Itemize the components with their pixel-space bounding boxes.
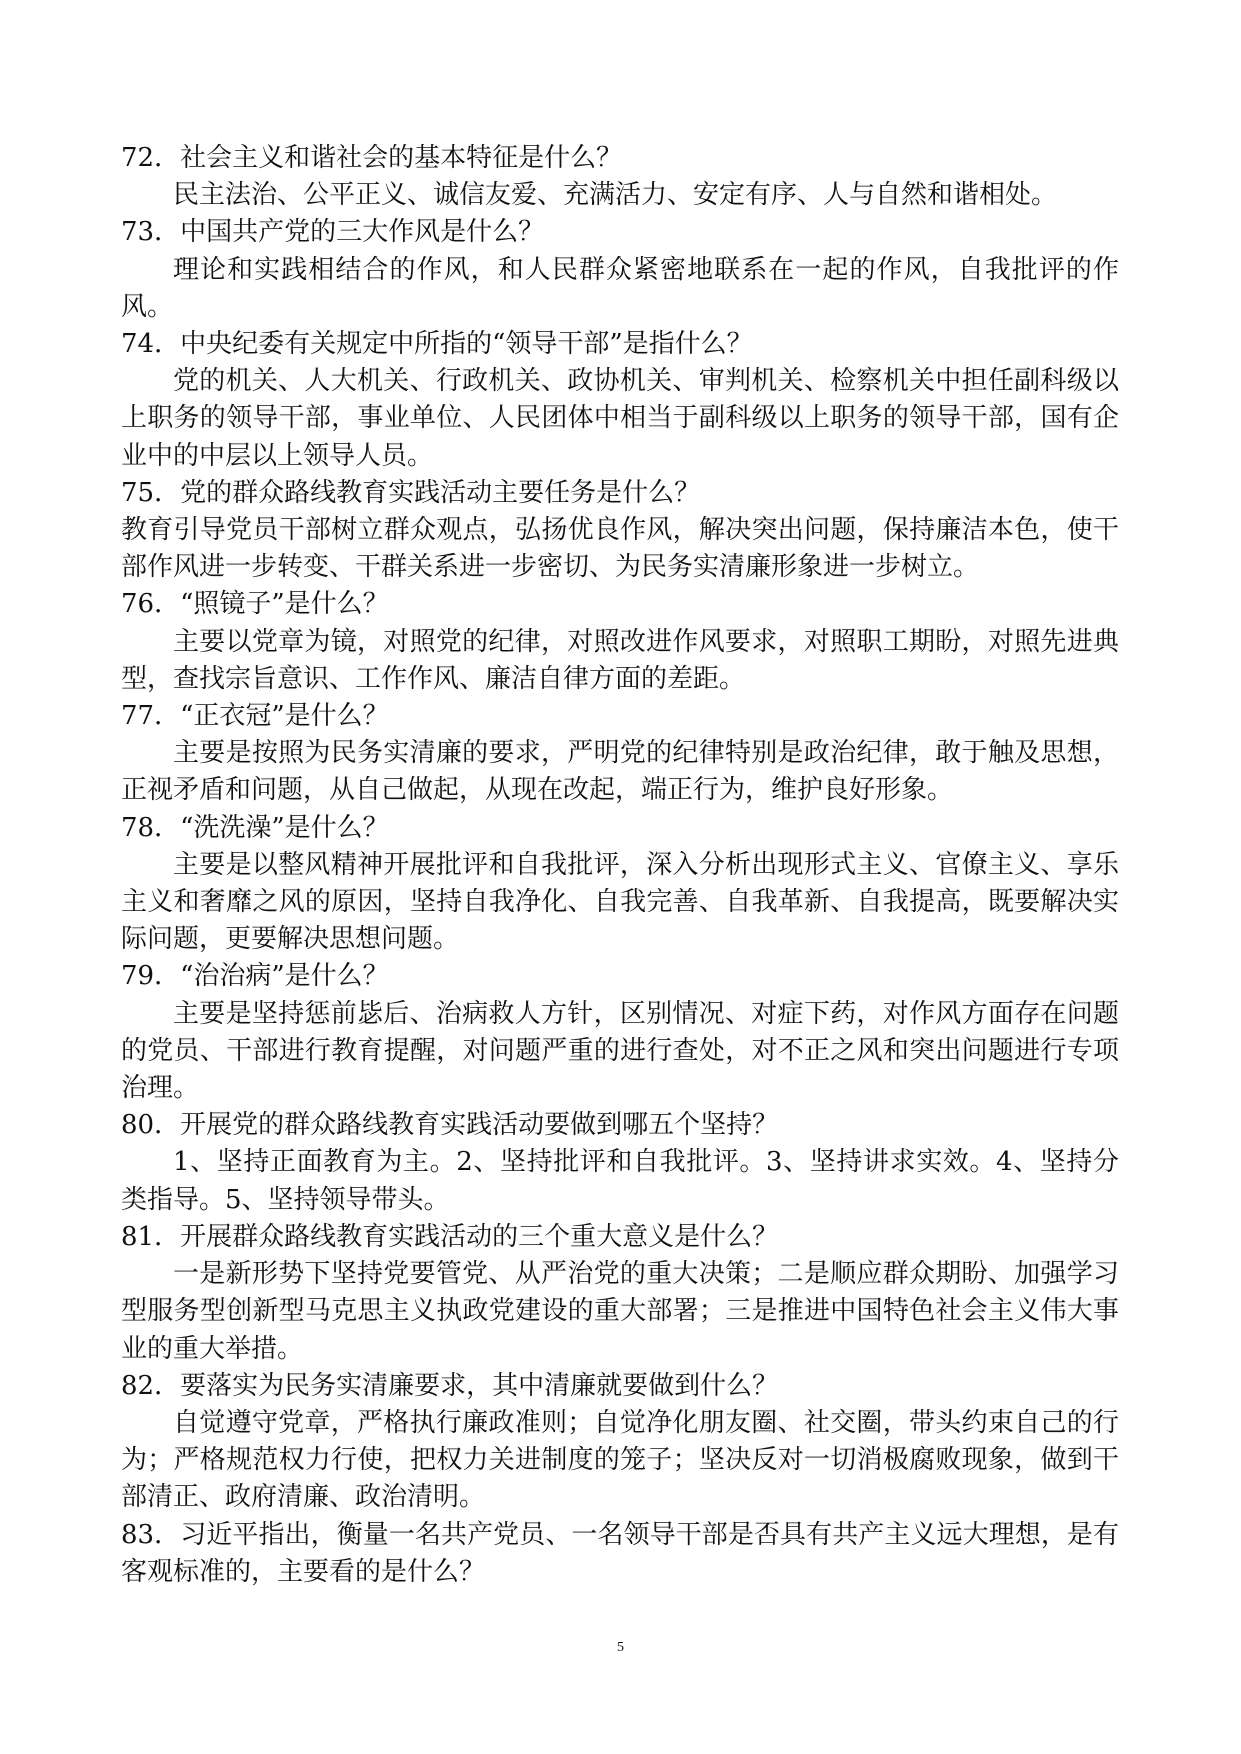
question: 74．中央纪委有关规定中所指的“领导干部”是指什么？ bbox=[121, 329, 753, 360]
qa-item-81 bbox=[121, 1219, 1119, 1368]
answer: 一是新形势下坚持党要管党、从严治党的重大决策；二是顺应群众期盼、加强学习型服务型创新型马克思主义执政党建设的重大部署；三是推进中国特色社会主义伟大事业的重大举措。 bbox=[121, 1259, 1119, 1364]
answer: 教育引导党员干部树立群众观点，弘扬优良作风，解决突出问题，保持廉洁本色，使干部作风进一步转变、干群关系进一步密切、为民务实清廉形象进一步树立。 bbox=[121, 515, 1119, 583]
answer: 主要是以整风精神开展批评和自我批评，深入分析出现形式主义、官僚主义、享乐主义和奢靡之风的原因，坚持自我净化、自我完善、自我革新、自我提高，既要解决实际问题，更要解决思想问题。 bbox=[121, 849, 1119, 955]
qa-item-76 bbox=[121, 586, 1119, 698]
question: 79．“治治病”是什么？ bbox=[121, 961, 389, 992]
answer: 主要以党章为镜，对照党的纪律，对照改进作风要求，对照职工期盼，对照先进典型，查找宗旨意识、工作作风、廉洁自律方面的差距。 bbox=[121, 626, 1119, 694]
answer: 主要是坚持惩前毖后、治病救人方针，区别情况、对症下药，对作风方面存在问题的党员、干部进行教育提醒，对问题严重的进行查处，对不正之风和突出问题进行专项治理。 bbox=[121, 998, 1119, 1104]
answer: 1、坚持正面教育为主。2、坚持批评和自我批评。3、坚持讲求实效。4、坚持分类指导。5、坚持领导带头。 bbox=[121, 1147, 1119, 1215]
qa-item-75 bbox=[121, 475, 1119, 587]
question: 73．中国共产党的三大作风是什么？ bbox=[121, 217, 545, 248]
question: 82．要落实为民务实清廉要求，其中清廉就要做到什么？ bbox=[121, 1370, 779, 1401]
qa-item-78 bbox=[121, 810, 1119, 959]
qa-item-80 bbox=[121, 1107, 1119, 1219]
qa-item-83 bbox=[121, 1517, 1119, 1591]
qa-item-79 bbox=[121, 958, 1119, 1107]
qa-item-73 bbox=[121, 214, 1119, 326]
answer: 主要是按照为民务实清廉的要求，严明党的纪律特别是政治纪律，敢于触及思想，正视矛盾和问题，从自己做起，从现在改起，端正行为，维护良好形象。 bbox=[121, 738, 1119, 806]
question: 72．社会主义和谐社会的基本特征是什么？ bbox=[121, 143, 623, 173]
qa-item-82 bbox=[121, 1368, 1119, 1517]
qa-item-77 bbox=[121, 698, 1119, 810]
answer: 理论和实践相结合的作风，和人民群众紧密地联系在一起的作风，自我批评的作风。 bbox=[121, 254, 1119, 322]
question: 83．习近平指出，衡量一名共产党员、一名领导干部是否具有共产主义远大理想，是有客观标准的，主要看的是什么？ bbox=[121, 1519, 1119, 1587]
question: 80．开展党的群众路线教育实践活动要做到哪五个坚持？ bbox=[121, 1110, 779, 1141]
answer: 民主法治、公平正义、诚信友爱、充满活力、安定有序、人与自然和谐相处。 bbox=[173, 180, 1058, 211]
qa-item-74 bbox=[121, 326, 1119, 475]
answer: 自觉遵守党章，严格执行廉政准则；自觉净化朋友圈、社交圈，带头约束自己的行为；严格规范权力行使，把权力关进制度的笼子；坚决反对一切消极腐败现象，做到干部清正、政府清廉、政治清明。 bbox=[121, 1407, 1119, 1513]
question: 76．“照镜子”是什么？ bbox=[121, 589, 389, 620]
question: 77．“正衣冠”是什么？ bbox=[121, 701, 389, 732]
qa-item-72 bbox=[121, 140, 1119, 214]
question: 75．党的群众路线教育实践活动主要任务是什么？ bbox=[121, 477, 701, 508]
document-body bbox=[121, 140, 1119, 1591]
answer: 党的机关、人大机关、行政机关、政协机关、审判机关、检察机关中担任副科级以上职务的领导干部，事业单位、人民团体中相当于副科级以上职务的领导干部，国有企业中的中层以上领导人员。 bbox=[121, 366, 1119, 471]
question: 81．开展群众路线教育实践活动的三个重大意义是什么？ bbox=[121, 1221, 779, 1252]
question: 78．“洗洗澡”是什么？ bbox=[121, 812, 389, 843]
page-number: 5 bbox=[617, 1640, 624, 1655]
